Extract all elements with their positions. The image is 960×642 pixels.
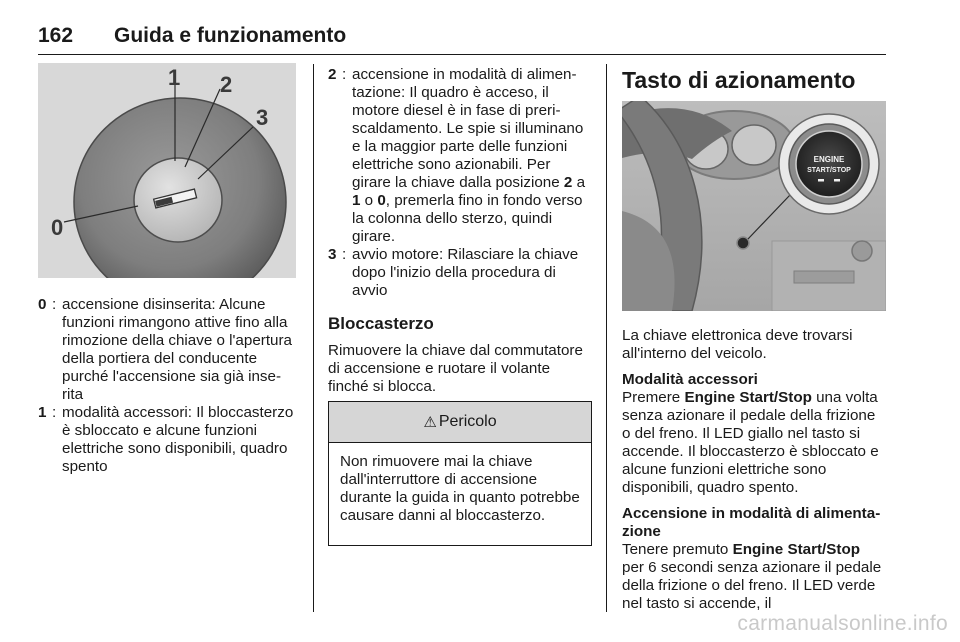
warning-box <box>328 401 592 546</box>
position-ref: 2 <box>563 174 573 191</box>
tasto-heading-wrap <box>622 66 886 94</box>
position-text <box>352 66 592 246</box>
warning-text: Non rimuovere mai la chiave dall'interruttore di accensione durante la guida in quanto potrebbe causare danni al bloccasterzo. <box>340 453 580 524</box>
figure-label-3: 3 <box>256 105 269 130</box>
ignition-positions-list-cont <box>328 66 592 300</box>
button-ref: Engine Start/Stop <box>684 389 812 406</box>
chapter-title: Guida e funzionamento <box>114 24 347 47</box>
intro-text: La chiave elettronica deve trovarsi all'interno del veicolo. <box>622 327 853 362</box>
text-run: per 6 secondi senza azionare il pedale della frizione o del freno. Il LED verde nel tasto si accende, il <box>622 559 882 612</box>
led-indicator-icon <box>834 179 840 182</box>
button-ref: Engine Start/Stop <box>732 541 861 558</box>
position-key: 2 <box>328 66 337 83</box>
position-separator: : <box>52 404 57 421</box>
column-divider-2 <box>606 64 607 612</box>
ignition-positions-list <box>38 296 296 476</box>
watermark: carmanualsonline.info <box>737 612 948 635</box>
text-run: Premere <box>622 389 685 406</box>
position-ref: 1 <box>352 192 361 209</box>
tasto-text <box>622 327 886 613</box>
position-separator: : <box>342 246 347 263</box>
accessori-text <box>622 389 886 497</box>
text-run: accensione in modalità di alimentazione: Il quadro è acceso, il motore diesel è in fase di preriscaldamento. Le spie si illuminano e la maggior parte delle funzioni elettriche sono azionabili. Per girare la chiave dalla posizione <box>352 66 584 191</box>
page-header <box>38 24 886 55</box>
list-item <box>328 246 592 300</box>
section-text: Rimuovere la chiave dal commutatore di accensione e ruotare il volante finché si blocca. <box>328 342 583 395</box>
text-run: a <box>572 174 586 191</box>
figure-label-0: 0 <box>51 215 64 240</box>
text-run: o <box>360 192 378 209</box>
alimentazione-text <box>622 541 886 613</box>
position-key: 0 <box>38 296 47 313</box>
text-run: , premerla fino in fondo verso la colonna dello sterzo, quindi girare. <box>352 192 583 245</box>
subsection-heading: Modalità accessori <box>622 371 758 388</box>
list-item <box>328 66 592 246</box>
ignition-switch-figure <box>38 63 296 278</box>
text-run: una volta senza azionare il pedale della frizione o del freno. Il LED giallo nel tasto si accende. Il bloccasterzo è sbloccato e alcune funzioni elettriche sono disponibili, quadro spento. <box>622 389 879 496</box>
position-key: 1 <box>38 404 47 421</box>
figure-label-2: 2 <box>220 72 233 97</box>
position-text: avvio motore: Rilasciare la chiave dopo l'inizio della procedura di avvio <box>352 246 579 299</box>
position-key: 3 <box>328 246 337 263</box>
engine-label: ENGINE <box>813 155 845 164</box>
start-stop-button-figure <box>622 101 886 311</box>
bloccasterzo-section <box>328 314 592 396</box>
position-ref: 0 <box>377 192 386 209</box>
page-number: 162 <box>38 24 74 47</box>
start-stop-label: START/STOP <box>807 167 851 174</box>
list-item <box>38 296 296 404</box>
warning-title: Pericolo <box>438 413 497 430</box>
position-text: accensione disinserita: Alcune funzioni rimangono attive fino alla rimozione della chiave o l'apertura della portiera del conducente purché l'accensione sia già inserita <box>62 296 292 403</box>
section-heading: Bloccasterzo <box>328 314 434 333</box>
position-text: modalità accessori: Il bloccasterzo è sbloccato e alcune funzioni elettriche sono disponibili, quadro spento <box>62 404 294 475</box>
text-run: Tenere premuto <box>622 541 733 558</box>
position-separator: : <box>342 66 347 83</box>
section-heading: Tasto di azionamento <box>622 67 856 93</box>
led-indicator-icon <box>818 179 824 182</box>
warning-header <box>329 402 591 443</box>
warning-triangle-icon: ⚠ <box>423 413 437 431</box>
subsection-heading: Accensione in modalità di alimentazione <box>622 505 881 540</box>
figure-label-1: 1 <box>168 65 181 90</box>
list-item <box>38 404 296 476</box>
position-separator: : <box>52 296 57 313</box>
column-divider-1 <box>313 64 314 612</box>
